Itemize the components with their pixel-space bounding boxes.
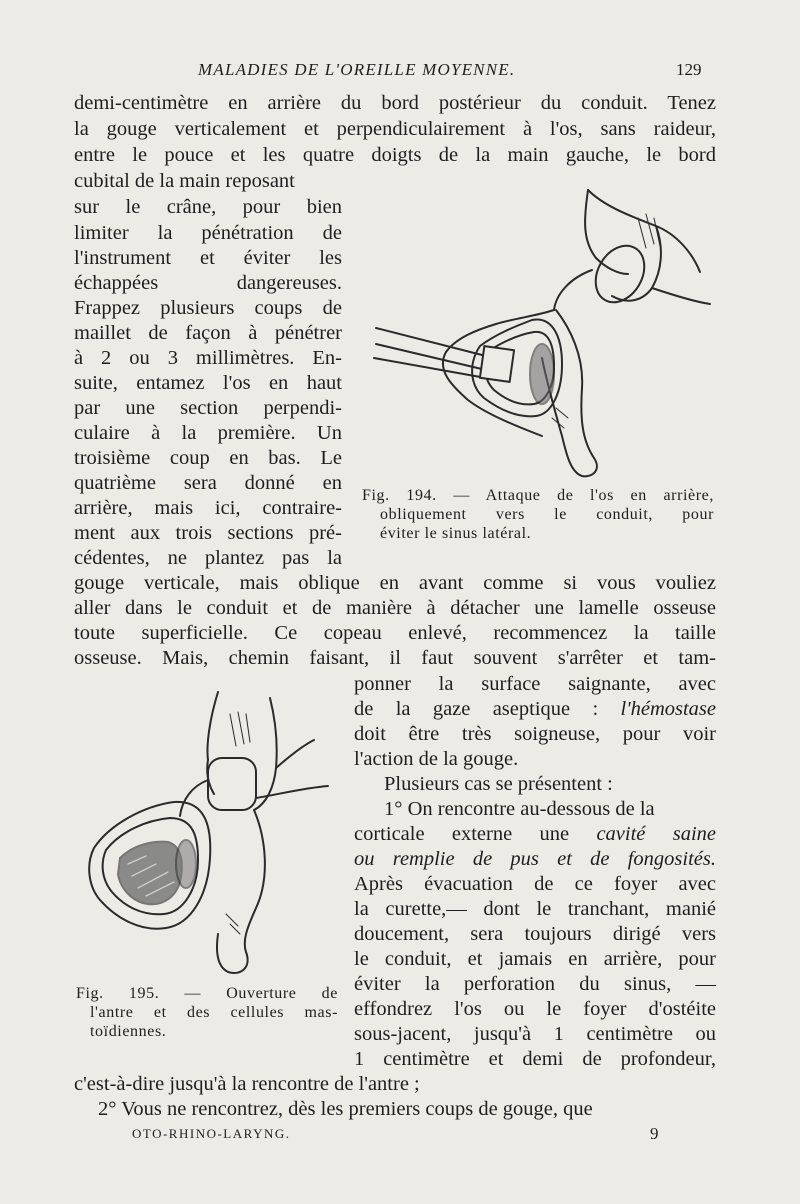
body-line: aller dans le conduit et de manière à détacher une lamelle osseuse <box>74 597 716 619</box>
body-line: effondrez l'os ou le foyer d'ostéite <box>354 998 716 1020</box>
body-line: la curette,— dont le tranchant, manié <box>354 898 716 920</box>
body-line: cédentes, ne plantez pas la <box>74 547 342 569</box>
body-line: c'est-à-dire jusqu'à la rencontre de l'antre ; <box>74 1073 420 1095</box>
body-text: de la gaze aseptique : <box>354 698 621 720</box>
body-line: échappées dangereuses. <box>74 272 342 294</box>
body-line: entre le pouce et les quatre doigts de la main gauche, le bord <box>74 144 716 166</box>
body-line: suite, entamez l'os en haut <box>74 372 342 394</box>
figure-195-caption <box>76 984 338 1041</box>
italic-term: cavité saine <box>596 823 716 845</box>
body-line: 1 centimètre et demi de profondeur, <box>354 1048 716 1070</box>
body-line: Après évacuation de ce foyer avec <box>354 873 716 895</box>
body-line: le conduit, et jamais en arrière, pour <box>354 948 716 970</box>
caption-line: l'antre et des cellules mas- <box>90 1004 338 1021</box>
body-line: à 2 ou 3 millimètres. En- <box>74 347 342 369</box>
body-line: la gouge verticalement et perpendiculairement à l'os, sans raideur, <box>74 118 716 140</box>
body-line: Plusieurs cas se présentent : <box>384 773 613 795</box>
figure-194-caption <box>362 486 714 543</box>
body-line: sur le crâne, pour bien <box>74 196 342 218</box>
caption-line: Fig. 195. — Ouverture de <box>76 985 338 1002</box>
body-line: sous-jacent, jusqu'à 1 centimètre ou <box>354 1023 716 1045</box>
body-line: osseuse. Mais, chemin faisant, il faut souvent s'arrêter et tam- <box>74 647 716 669</box>
body-line: Frappez plusieurs coups de <box>74 297 342 319</box>
page-number: 129 <box>676 60 702 79</box>
caption-line: toïdiennes. <box>90 1023 167 1040</box>
body-line: l'action de la gouge. <box>354 748 519 770</box>
body-line: limiter la pénétration de <box>74 222 342 244</box>
body-line: cubital de la main reposant <box>74 170 295 192</box>
body-line: doit être très soigneuse, pour voir <box>354 723 716 745</box>
body-line: quatrième sera donné en <box>74 472 342 494</box>
body-line: ponner la surface saignante, avec <box>354 673 716 695</box>
body-line <box>354 697 716 722</box>
caption-line: éviter le sinus latéral. <box>380 525 532 542</box>
body-line: troisième coup en bas. Le <box>74 447 342 469</box>
body-text: corticale externe une <box>354 823 597 845</box>
body-line <box>354 822 716 847</box>
body-line: 2° Vous ne rencontrez, dès les premiers coups de gouge, que <box>98 1098 593 1120</box>
figure-194-illustration <box>356 178 716 478</box>
body-line: 1° On rencontre au-dessous de la <box>384 798 655 820</box>
body-line: culaire à la première. Un <box>74 422 342 444</box>
italic-term: ou remplie de pus et de fongosités. <box>354 848 716 870</box>
body-line: éviter la perforation du sinus, — <box>354 973 716 995</box>
body-line <box>354 847 716 872</box>
body-line: gouge verticale, mais oblique en avant comme si vous vouliez <box>74 572 716 594</box>
caption-line: Fig. 194. — Attaque de l'os en arrière, <box>362 487 714 504</box>
italic-term: l'hémostase <box>620 698 716 720</box>
body-line: ment aux trois sections pré- <box>74 522 342 544</box>
body-line: doucement, sera toujours dirigé vers <box>354 923 716 945</box>
body-line: arrière, mais ici, contraire- <box>74 497 342 519</box>
body-line: demi-centimètre en arrière du bord postérieur du conduit. Tenez <box>74 92 716 114</box>
caption-line: obliquement vers le conduit, pour <box>380 506 714 523</box>
body-line: maillet de façon à pénétrer <box>74 322 342 344</box>
printer-signature: OTO-RHINO-LARYNG. <box>132 1126 291 1141</box>
body-line: par une section perpendi- <box>74 397 342 419</box>
body-line: l'instrument et éviter les <box>74 247 342 269</box>
body-line: toute superficielle. Ce copeau enlevé, recommencez la taille <box>74 622 716 644</box>
figure-195-illustration <box>80 688 340 978</box>
signature-number: 9 <box>650 1124 659 1143</box>
running-title: MALADIES DE L'OREILLE MOYENNE. <box>198 60 516 79</box>
